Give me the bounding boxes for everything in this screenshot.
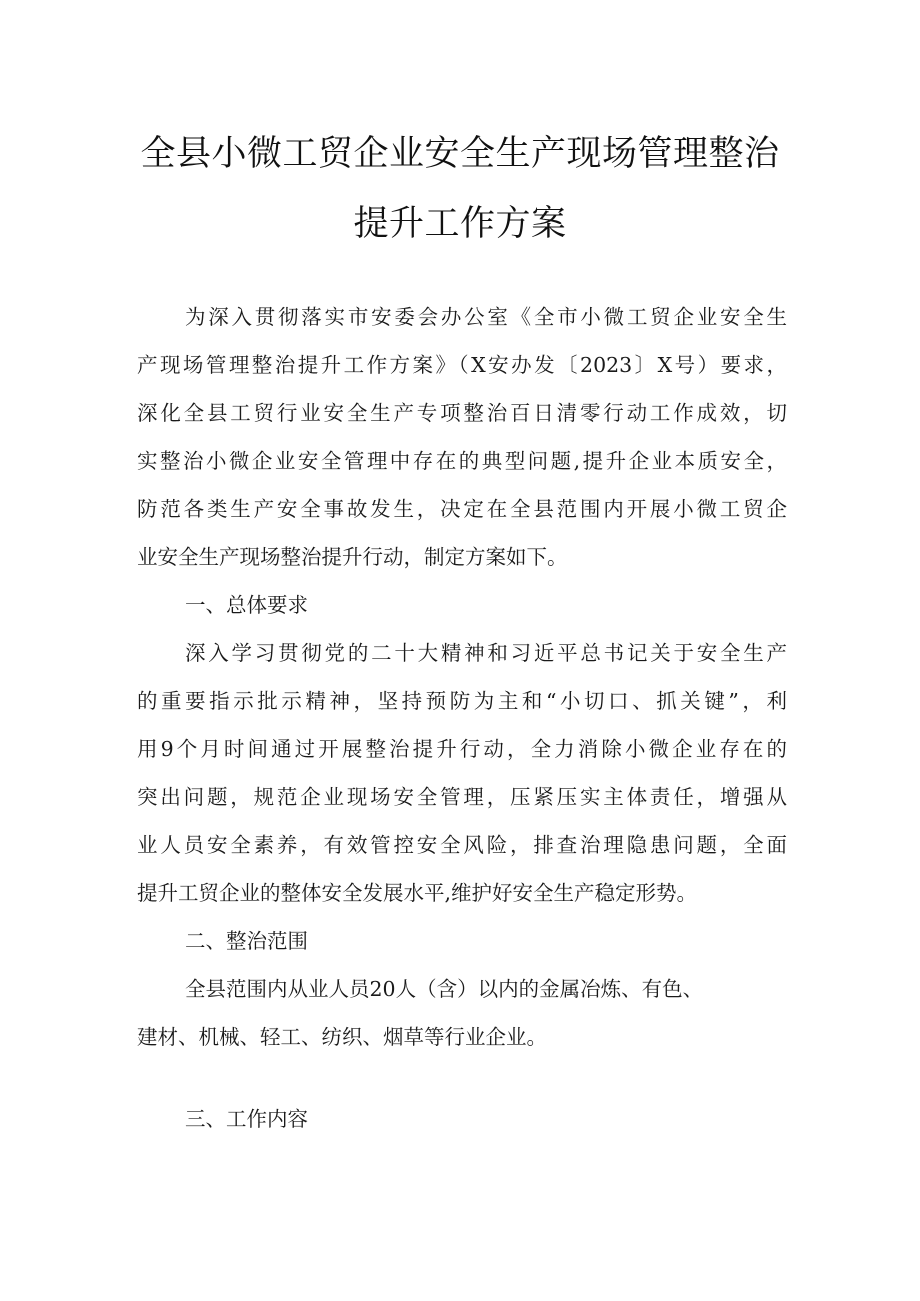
paragraph-line: 深化全县工贸行业安全生产专项整治百日清零行动工作成效，切 xyxy=(137,401,787,425)
paragraph-line: 产现场管理整治提升工作方案》（X安办发〔2023〕X号）要求， xyxy=(137,353,787,377)
paragraph-line: 为深入贯彻落实市安委会办公室《全市小微工贸企业安全生 xyxy=(185,305,787,329)
paragraph-line: 突出问题，规范企业现场安全管理，压紧压实主体责任，增强从 xyxy=(137,785,787,809)
paragraph-line: 建材、机械、轻工、纺织、烟草等行业企业。 xyxy=(137,1025,547,1049)
document-title-line-2: 提升工作方案 xyxy=(353,204,567,244)
section-heading-general-requirements: 一、总体要求 xyxy=(185,593,308,617)
paragraph-line: 防范各类生产安全事故发生，决定在全县范围内开展小微工贸企 xyxy=(137,497,787,521)
paragraph-line: 深入学习贯彻党的二十大精神和习近平总书记关于安全生产 xyxy=(185,641,787,665)
paragraph-line: 的重要指示批示精神，坚持预防为主和“小切口、抓关键”，利 xyxy=(137,689,787,713)
section-heading-work-content: 三、工作内容 xyxy=(185,1107,308,1131)
paragraph-line: 业人员安全素养，有效管控安全风险，排查治理隐患问题，全面 xyxy=(137,833,787,857)
paragraph-line: 全县范围内从业人员20人（含）以内的金属冶炼、有色、 xyxy=(185,977,704,1001)
paragraph-line: 用9个月时间通过开展整治提升行动，全力消除小微企业存在的 xyxy=(137,737,787,761)
paragraph-line: 实整治小微企业安全管理中存在的典型问题,提升企业本质安全， xyxy=(137,449,787,473)
paragraph-line: 提升工贸企业的整体安全发展水平,维护好安全生产稳定形势。 xyxy=(137,881,698,905)
document-title-line-1: 全县小微工贸企业安全生产现场管理整治 xyxy=(140,134,780,174)
paragraph-line: 业安全生产现场整治提升行动，制定方案如下。 xyxy=(137,545,568,569)
section-heading-scope: 二、整治范围 xyxy=(185,929,308,953)
